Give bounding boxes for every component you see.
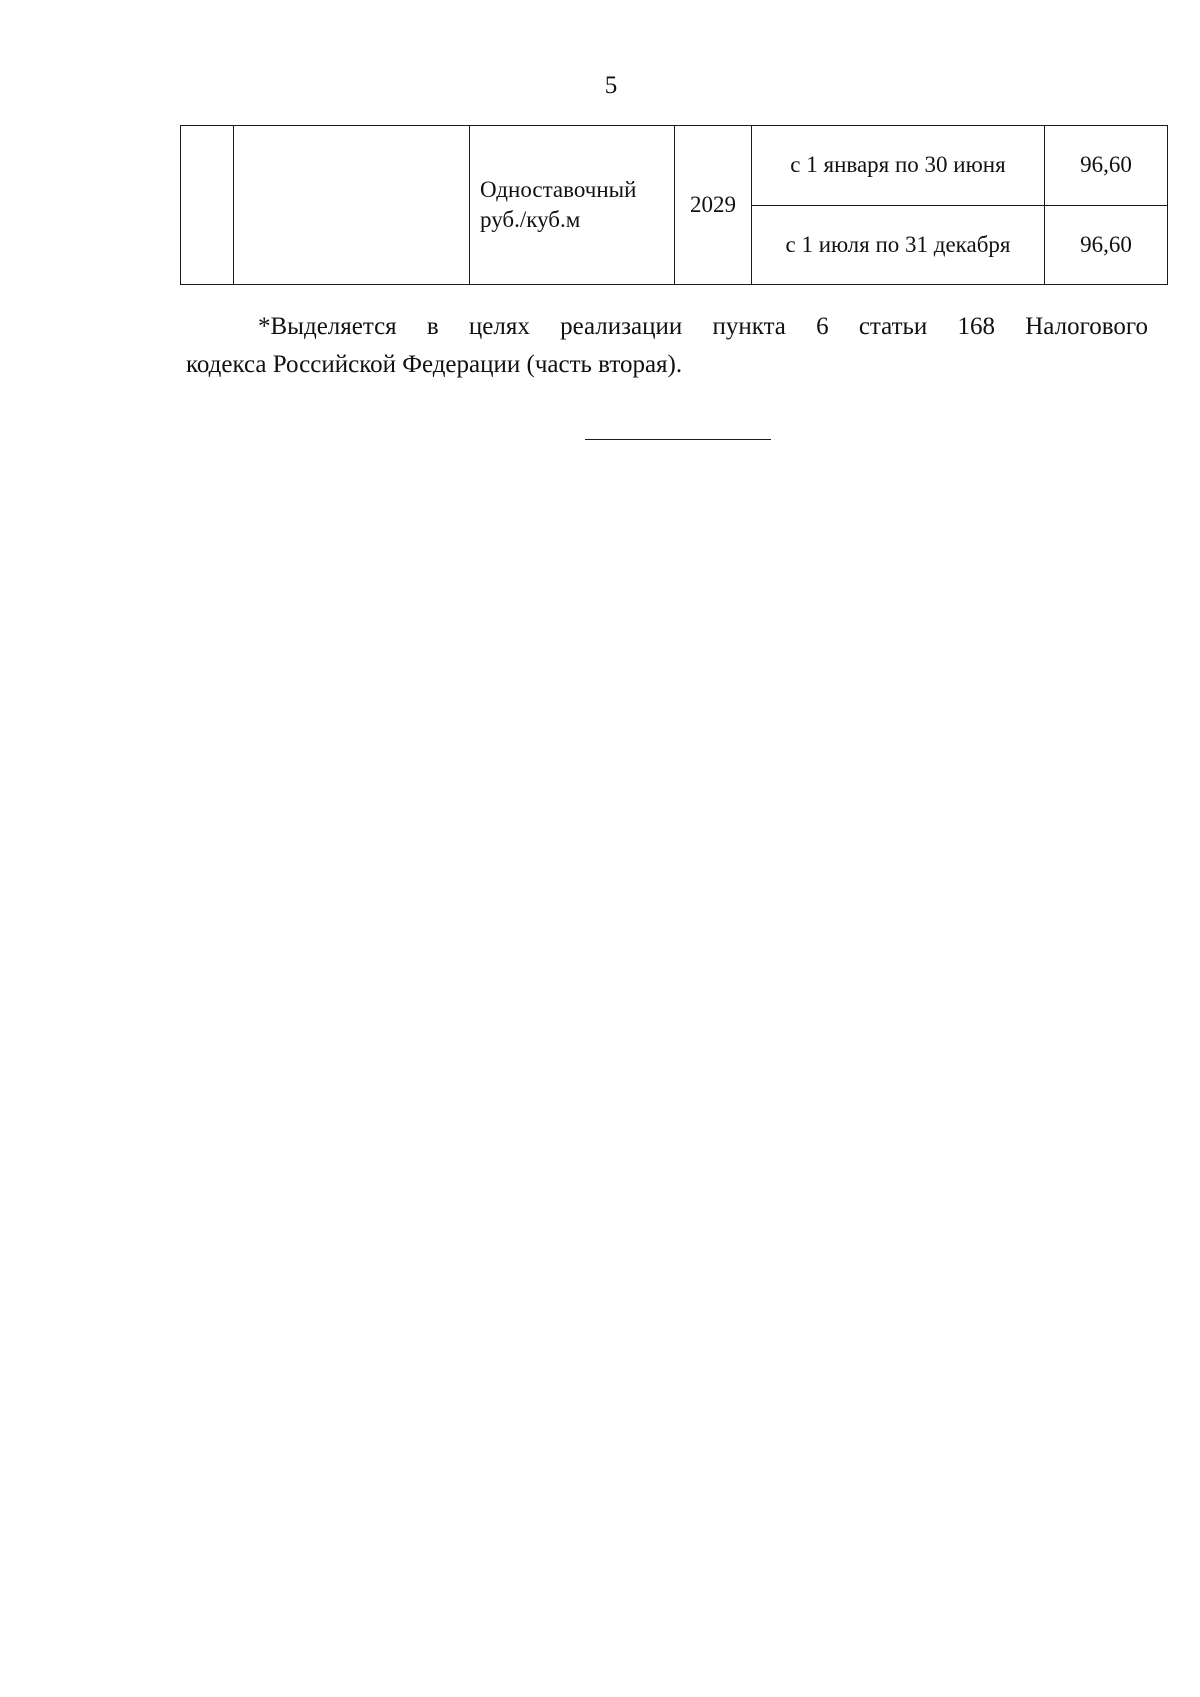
footnote-line: *Выделяется в целях реализации пункта 6 статьи 168 Налогового	[258, 313, 1148, 340]
tariff-type-cell: Одноставочный руб./куб.м	[470, 126, 675, 285]
tariff-value-cell: 96,60	[1045, 126, 1168, 206]
footnote-line: кодекса Российской Федерации (часть вторая).	[186, 351, 683, 378]
period-cell: с 1 июля по 31 декабря	[752, 205, 1045, 285]
period-cell: с 1 января по 30 июня	[752, 126, 1045, 206]
year-cell: 2029	[675, 126, 752, 285]
page-number: 5	[604, 72, 618, 99]
footnote	[186, 308, 1148, 384]
separator-line	[585, 439, 771, 440]
organization-cell	[234, 126, 470, 285]
row-number-cell	[181, 126, 234, 285]
table-row	[181, 126, 1168, 206]
tariff-table	[180, 125, 1168, 285]
tariff-value-cell: 96,60	[1045, 205, 1168, 285]
